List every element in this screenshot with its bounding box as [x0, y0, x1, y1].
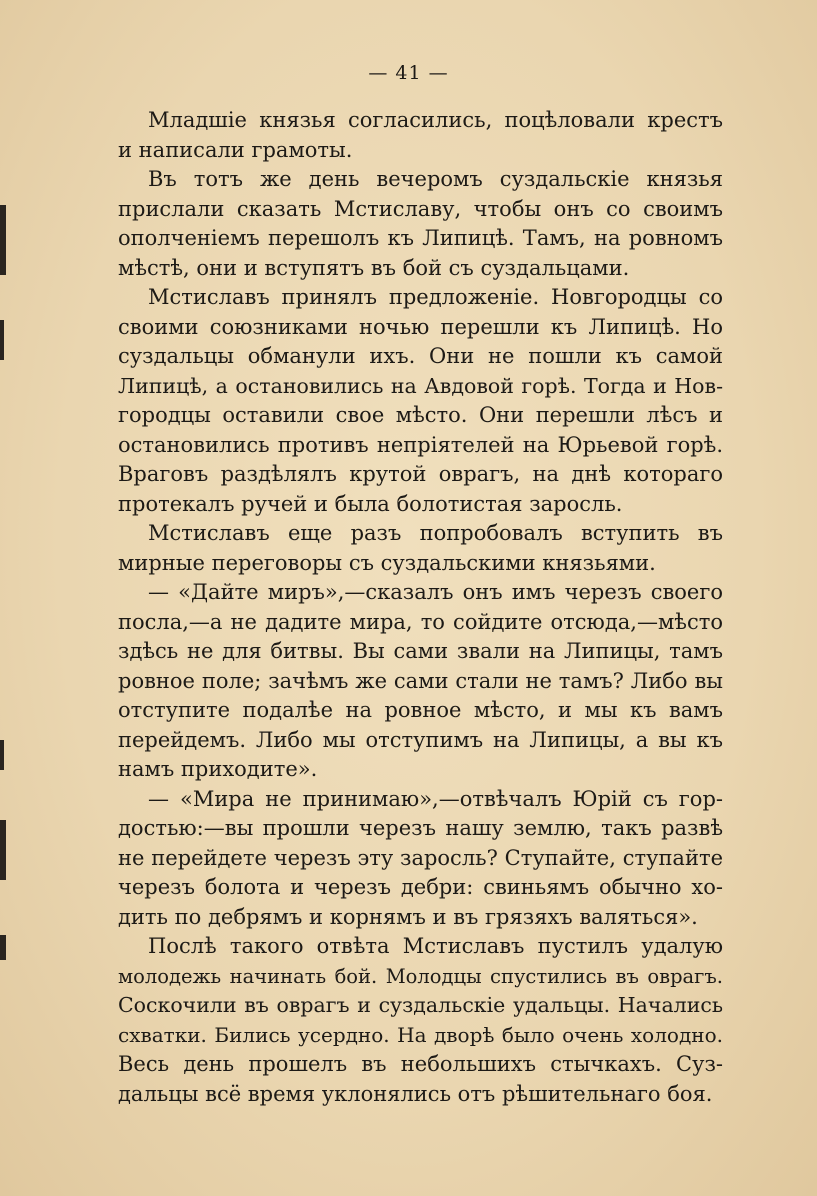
text-line: городцы оставили свое мѣсто. Они перешли лѣсъ и	[118, 403, 723, 427]
binding-edge	[0, 820, 6, 880]
text-line: Липицѣ, а остановились на Авдовой горѣ. Тогда и Нов-	[118, 373, 723, 398]
text-line: и написали грамоты.	[118, 137, 353, 162]
text-line: ополченіемъ перешолъ къ Липицѣ. Тамъ, на ровномъ	[118, 226, 723, 250]
binding-edge	[0, 320, 4, 360]
text-line: суздальцы обманули ихъ. Они не пошли къ самой	[118, 344, 723, 368]
text-line: Мстиславъ еще разъ попробовалъ вступить въ	[148, 521, 723, 545]
text-line: молодежь начинать бой. Молодцы спустились въ оврагъ.	[118, 964, 723, 988]
text-line: ровное поле; зачѣмъ же сами стали не тамъ? Либо вы	[118, 668, 723, 693]
text-line: Въ тотъ же день вечеромъ суздальскіе князья	[148, 167, 723, 191]
text-line: не перейдете черезъ эту заросль? Ступайте, ступайте	[118, 845, 723, 870]
text-line: своими союзниками ночью перешли къ Липицѣ. Но	[118, 314, 723, 339]
text-line: Младшіе князья согласились, поцѣловали крестъ	[148, 108, 723, 132]
text-line: Весь день прошелъ въ небольшихъ стычкахъ. Суз-	[118, 1052, 723, 1076]
body-text	[118, 106, 723, 1109]
text-line: посла,—а не дадите мира, то сойдите отсюда,—мѣсто	[118, 609, 723, 634]
text-line: Мстиславъ принялъ предложеніе. Новгородцы со	[148, 285, 723, 309]
text-line: схватки. Бились усердно. На дворѣ было очень холодно.	[118, 1022, 723, 1047]
binding-edge	[0, 935, 6, 960]
text-line: остановились противъ непріятелей на Юрьевой горѣ.	[118, 432, 723, 457]
text-line: Враговъ раздѣлялъ крутой оврагъ, на днѣ котораго	[118, 462, 723, 486]
text-line: здѣсь не для битвы. Вы сами звали на Липицы, тамъ	[118, 639, 723, 663]
text-line: перейдемъ. Либо мы отступимъ на Липицы, а вы къ	[118, 727, 723, 752]
binding-edge	[0, 205, 6, 275]
text-line: черезъ болота и черезъ дебри: свиньямъ обычно хо-	[118, 875, 723, 899]
text-line: отступите подалѣе на ровное мѣсто, и мы къ вамъ	[118, 698, 723, 722]
binding-edge	[0, 740, 4, 770]
text-line: намъ приходите».	[118, 757, 318, 781]
text-line: — «Дайте миръ»,—сказалъ онъ имъ черезъ своего	[148, 580, 723, 604]
text-line: Соскочили въ оврагъ и суздальскіе удальцы. Начались	[118, 993, 723, 1017]
text-line: достью:—вы прошли черезъ нашу землю, такъ развѣ	[118, 816, 723, 840]
text-line: дить по дебрямъ и корнямъ и въ грязяхъ валяться».	[118, 904, 698, 929]
text-line: дальцы всё время уклонялись отъ рѣшительнаго боя.	[118, 1081, 713, 1106]
text-line: Послѣ такого отвѣта Мстиславъ пустилъ удалую	[148, 934, 723, 958]
page-number: — 41 —	[368, 62, 449, 84]
text-line: мирные переговоры съ суздальскими князьями.	[118, 550, 656, 575]
text-line: протекалъ ручей и была болотистая заросль.	[118, 491, 623, 516]
text-line: прислали сказать Мстиславу, чтобы онъ со своимъ	[118, 196, 723, 221]
text-line: — «Мира не принимаю»,—отвѣчалъ Юрій съ гор-	[148, 786, 723, 811]
text-line: мѣстѣ, они и вступятъ въ бой съ суздальцами.	[118, 255, 630, 280]
